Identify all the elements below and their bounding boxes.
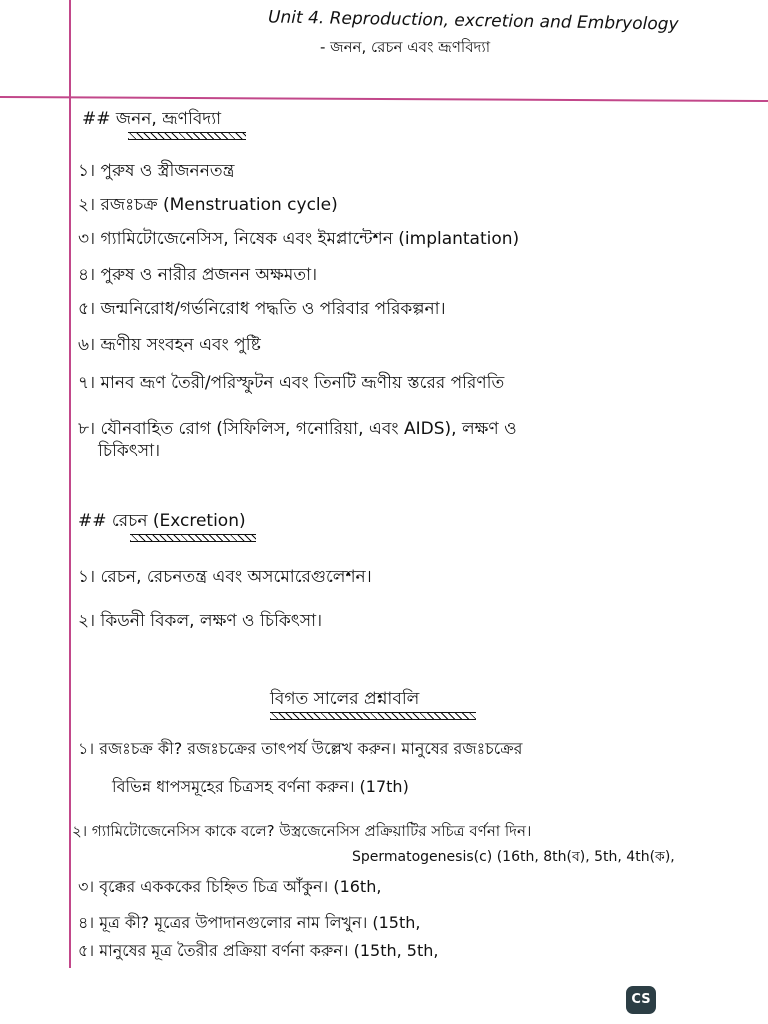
unit-title: Unit 4. Reproduction, excretion and Embryology: [267, 7, 679, 35]
unit-subtitle: - জনন, রেচন এবং ভ্রূণবিদ্যা: [320, 38, 491, 56]
margin-line-vertical: [69, 0, 71, 968]
list-item: ৪। পুরুষ ও নারীর প্রজনন অক্ষমতা।: [78, 265, 318, 285]
question-item: ১। রজঃচক্র কী? রজঃচক্রের তাৎপর্য উল্লেখ করুন। মানুষের রজঃচক্রের: [78, 739, 523, 758]
section-heading-reproduction: ## জনন, ভ্রূণবিদ্যা: [82, 109, 222, 129]
list-item: ৫। জন্মনিরোধ/গর্ভনিরোধ পদ্ধতি ও পরিবার পরিকল্পনা।: [78, 299, 446, 319]
list-item: ১। রেচন, রেচনতন্ত্র এবং অসমোরেগুলেশন।: [78, 567, 372, 587]
list-item-continuation: চিকিৎসা।: [98, 441, 161, 461]
camscanner-logo: CS: [626, 986, 656, 1014]
list-item: ৮। যৌনবাহিত রোগ (সিফিলিস, গনোরিয়া, এবং AIDS), লক্ষণ ও: [78, 419, 517, 439]
list-item: ২। রজঃচক্র (Menstruation cycle): [78, 195, 338, 215]
list-item: ৭। মানব ভ্রূণ তৈরী/পরিস্ফুটন এবং তিনটি ভ্রূণীয় স্তরের পরিণতি: [78, 373, 505, 393]
section-heading-excretion: ## রেচন (Excretion): [78, 511, 246, 531]
question-item: ৫। মানুষের মূত্র তৈরীর প্রক্রিয়া বর্ণনা করুন। (15th, 5th,: [78, 941, 439, 960]
margin-line-horizontal: [0, 96, 768, 102]
question-item: ৩। বৃক্কের একককের চিহ্নিত চিত্র আঁকুন। (16th,: [78, 877, 382, 896]
list-item: ৬। ভ্রূণীয় সংবহন এবং পুষ্টি: [78, 335, 261, 355]
list-item: ৩। গ্যামিটোজেনেসিস, নিষেক এবং ইমপ্লান্টেশন (implantation): [78, 229, 520, 249]
heading-underline: [128, 132, 246, 140]
section-heading-previous-questions: বিগত সালের প্রশ্নাবলি: [270, 689, 420, 709]
heading-underline: [130, 534, 256, 542]
heading-underline: [270, 712, 476, 720]
question-item: ৪। মূত্র কী? মূত্রের উপাদানগুলোর নাম লিখুন। (15th,: [78, 913, 421, 932]
list-item: ২। কিডনী বিকল, লক্ষণ ও চিকিৎসা।: [78, 611, 323, 631]
question-item-continuation: বিভিন্ন ধাপসমূহের চিত্রসহ বর্ণনা করুন। (17th): [112, 777, 409, 796]
question-note: Spermatogenesis(c) (16th, 8th(ব), 5th, 4th(ক),: [352, 849, 675, 865]
question-item: ২। গ্যামিটোজেনেসিস কাকে বলে? উস্ত্রজেনেসিস প্রক্রিয়াটির সচিত্র বর্ণনা দিন।: [72, 822, 532, 840]
list-item: ১। পুরুষ ও স্ত্রীজননতন্ত্র: [78, 161, 235, 181]
